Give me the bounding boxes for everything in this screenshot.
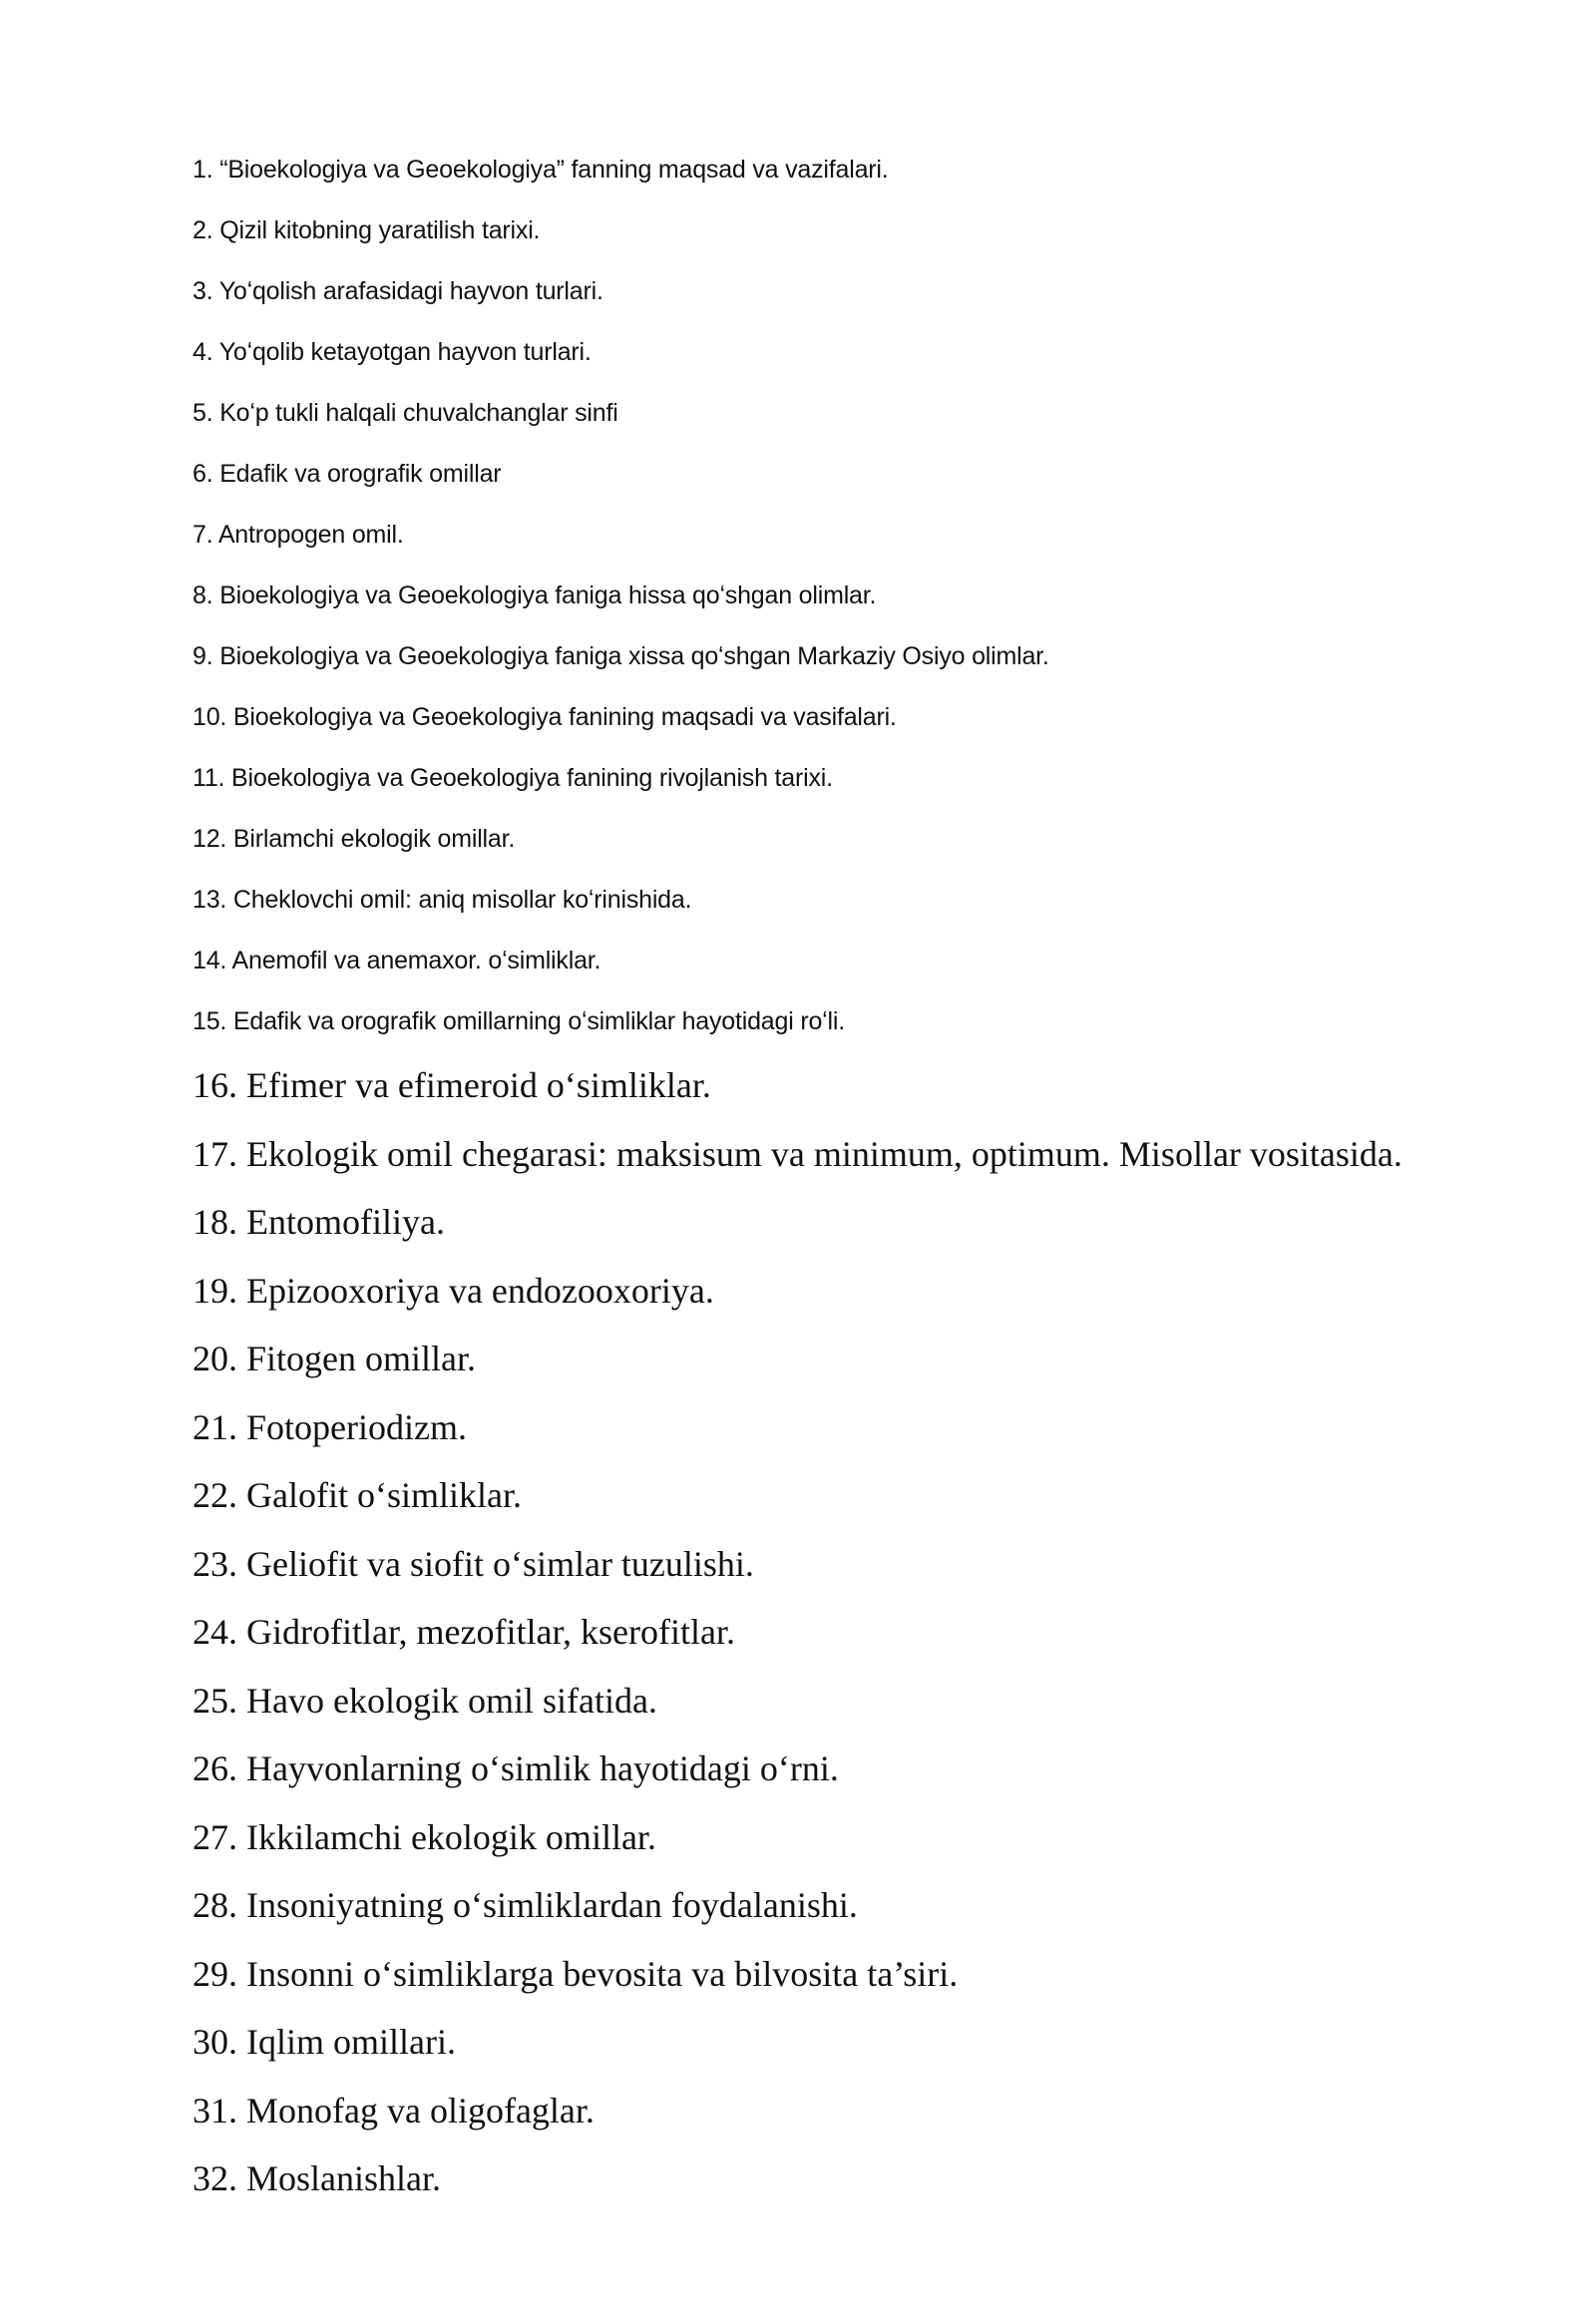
list-item: 7. Antropogen omil. bbox=[193, 521, 404, 549]
list-item: 8. Bioekologiya va Geoekologiya faniga hissa qoʻshgan olimlar. bbox=[193, 581, 877, 609]
list-item: 6. Edafik va orografik omillar bbox=[193, 460, 502, 488]
list-item: 12. Birlamchi ekologik omillar. bbox=[193, 825, 516, 853]
list-item: 5. Koʻp tukli halqali chuvalchanglar sinfi bbox=[193, 399, 618, 427]
list-item: 24. Gidrofitlar, mezofitlar, kserofitlar. bbox=[193, 1612, 735, 1652]
list-item: 23. Geliofit va siofit o‘simlar tuzulishi. bbox=[193, 1543, 754, 1584]
list-item: 25. Havo ekologik omil sifatida. bbox=[193, 1680, 657, 1721]
list-item: 11. Bioekologiya va Geoekologiya fanining rivojlanish tarixi. bbox=[193, 764, 833, 792]
list-item: 13. Cheklovchi omil: aniq misollar koʻrinishida. bbox=[193, 886, 692, 914]
list-item: 3. Yoʻqolish arafasidagi hayvon turlari. bbox=[193, 277, 603, 305]
list-item: 1. “Bioekologiya va Geoekologiya” fanning maqsad va vazifalari. bbox=[193, 156, 889, 184]
list-item: 14. Anemofil va anemaxor. oʻsimliklar. bbox=[193, 947, 601, 974]
list-item: 4. Yoʻqolib ketayotgan hayvon turlari. bbox=[193, 338, 592, 366]
list-item: 30. Iqlim omillari. bbox=[193, 2022, 456, 2062]
list-item: 29. Insonni o‘simliklarga bevosita va bilvosita ta’siri. bbox=[193, 1953, 959, 1994]
list-item: 2. Qizil kitobning yaratilish tarixi. bbox=[193, 216, 541, 244]
list-item: 31. Monofag va oligofaglar. bbox=[193, 2090, 595, 2130]
list-item: 19. Epizooxoriya va endozooxoriya. bbox=[193, 1270, 714, 1311]
list-item: 20. Fitogen omillar. bbox=[193, 1339, 476, 1378]
list-item: 32. Moslanishlar. bbox=[193, 2158, 441, 2198]
list-item: 18. Entomofiliya. bbox=[193, 1202, 445, 1242]
list-item: 21. Fotoperiodizm. bbox=[193, 1406, 467, 1447]
list-item: 9. Bioekologiya va Geoekologiya faniga xissa qoʻshgan Markaziy Osiyo olimlar. bbox=[193, 642, 1049, 670]
list-item: 27. Ikkilamchi ekologik omillar. bbox=[193, 1816, 656, 1857]
list-item: 28. Insoniyatning o‘simliklardan foydalanishi. bbox=[193, 1885, 858, 1925]
list-item: 16. Efimer va efimeroid o‘simliklar. bbox=[193, 1065, 711, 1105]
list-item: 26. Hayvonlarning o‘simlik hayotidagi o‘rni. bbox=[193, 1748, 839, 1788]
list-item: 17. Ekologik omil chegarasi: maksisum va minimum, optimum. Misollar vositasida. bbox=[193, 1133, 1402, 1174]
list-item: 10. Bioekologiya va Geoekologiya fanining maqsadi va vasifalari. bbox=[193, 703, 897, 731]
list-item: 22. Galofit o‘simliklar. bbox=[193, 1475, 522, 1515]
list-item: 15. Edafik va orografik omillarning oʻsimliklar hayotidagi roʻli. bbox=[193, 1007, 845, 1035]
question-list bbox=[193, 150, 1402, 2224]
